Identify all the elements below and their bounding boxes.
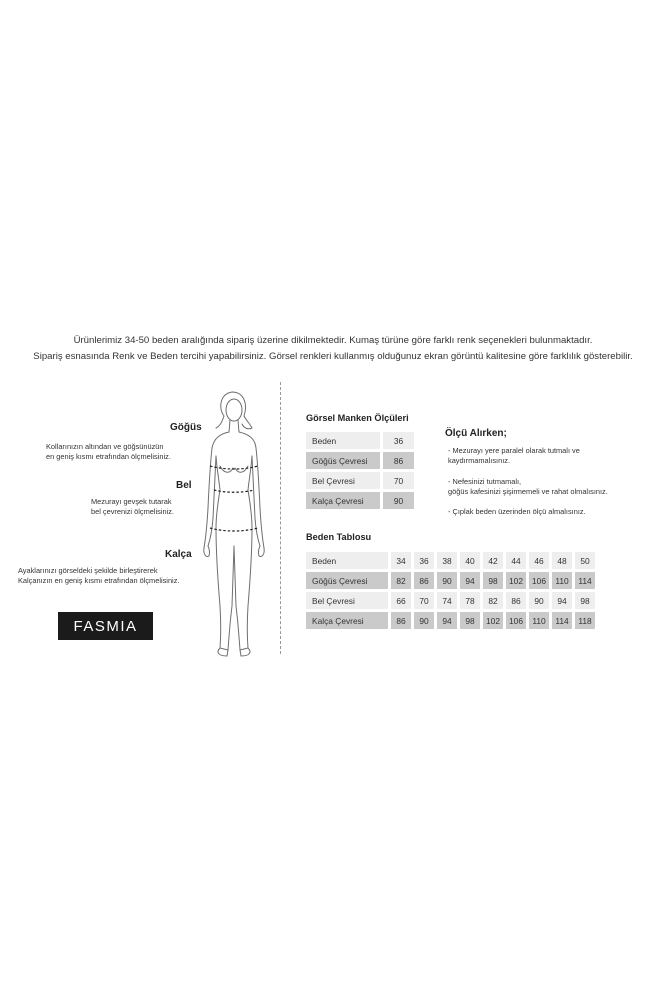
cell: 86 [506,592,526,609]
olcu-title: Ölçü Alırken; [445,428,507,439]
tip-1-line-2: kaydırmamalısınız. [448,456,511,465]
cell: 86 [391,612,411,629]
table-row [306,492,414,509]
table-row [306,452,414,469]
kalca-desc-line-1: Ayaklarınızı görseldeki şekilde birleştirerek [18,566,158,575]
intro-line-2: Sipariş esnasında Renk ve Beden tercihi yapabilirsiniz. Görsel renkleri kullanmış olduğunuz ekran görüntü kalitesine göre farklılık gösterebilir. [33,351,633,362]
gogus-desc-line-1: Kollarınızın altından ve göğsünüzün [46,442,164,451]
table-row [306,472,414,489]
kalca-label: Kalça [165,549,192,560]
fasmia-logo: FASMIA [58,612,153,640]
bel-label: Bel [176,480,192,491]
cell: 46 [529,552,549,569]
gogus-desc-line-2: en geniş kısmı etrafından ölçmelisiniz. [46,452,171,461]
table-row [306,612,595,629]
column-divider [280,382,281,654]
tip-3-line-1: - Çıplak beden üzerinden ölçü almalısınız. [448,507,586,516]
tip-1 [448,446,580,466]
cell: 98 [460,612,480,629]
cell: 44 [506,552,526,569]
cell: 82 [483,592,503,609]
cell: 110 [552,572,572,589]
cell: 106 [529,572,549,589]
cell: 94 [460,572,480,589]
cell: 74 [437,592,457,609]
row-value: 86 [383,452,414,469]
cell: 48 [552,552,572,569]
table-row [306,572,595,589]
cell: 42 [483,552,503,569]
row-label: Kalça Çevresi [306,492,380,509]
tip-2-line-1: - Nefesinizi tutmamalı, [448,477,522,486]
tip-1-line-1: - Mezurayı yere paralel olarak tutmalı ve [448,446,580,455]
bel-desc [91,497,174,517]
intro-line-1: Ürünlerimiz 34-50 beden aralığında sipariş üzerine dikilmektedir. Kumaş türüne göre farklı renk seçenekleri bulunmaktadır. [73,335,593,346]
tip-3 [448,507,586,517]
kalca-desc [18,566,179,586]
manken-table [303,429,417,512]
cell: 98 [575,592,595,609]
cell: 110 [529,612,549,629]
row-value: 36 [383,432,414,449]
row-label: Kalça Çevresi [306,612,388,629]
tip-2-line-2: göğüs kafesinizi şişirmemeli ve rahat olmalısınız. [448,487,608,496]
cell: 70 [414,592,434,609]
cell: 90 [414,612,434,629]
beden-tablosu-title: Beden Tablosu [306,532,372,542]
row-label: Bel Çevresi [306,472,380,489]
row-value: 70 [383,472,414,489]
intro-text [0,333,666,365]
bel-desc-line-2: bel çevrenizi ölçmelisiniz. [91,507,174,516]
cell: 90 [437,572,457,589]
table-row [306,432,414,449]
row-value: 90 [383,492,414,509]
row-label: Göğüs Çevresi [306,452,380,469]
cell: 106 [506,612,526,629]
row-label: Göğüs Çevresi [306,572,388,589]
cell: 82 [391,572,411,589]
cell: 94 [552,592,572,609]
cell: 66 [391,592,411,609]
kalca-desc-line-2: Kalçanızın en geniş kısmı etrafından ölçmelisiniz. [18,576,180,585]
row-label: Beden [306,552,388,569]
tip-2 [448,477,608,497]
cell: 102 [506,572,526,589]
cell: 86 [414,572,434,589]
manken-title: Görsel Manken Ölçüleri [306,413,409,423]
beden-tablosu-table [303,549,598,632]
row-label: Beden [306,432,380,449]
cell: 36 [414,552,434,569]
cell: 118 [575,612,595,629]
gogus-label: Göğüs [170,422,202,433]
cell: 38 [437,552,457,569]
bel-desc-line-1: Mezurayı gevşek tutarak [91,497,172,506]
cell: 94 [437,612,457,629]
gogus-desc [46,442,171,462]
cell: 50 [575,552,595,569]
cell: 114 [575,572,595,589]
cell: 90 [529,592,549,609]
table-row [306,592,595,609]
cell: 98 [483,572,503,589]
row-label: Bel Çevresi [306,592,388,609]
cell: 114 [552,612,572,629]
cell: 34 [391,552,411,569]
cell: 78 [460,592,480,609]
cell: 40 [460,552,480,569]
cell: 102 [483,612,503,629]
table-row [306,552,595,569]
